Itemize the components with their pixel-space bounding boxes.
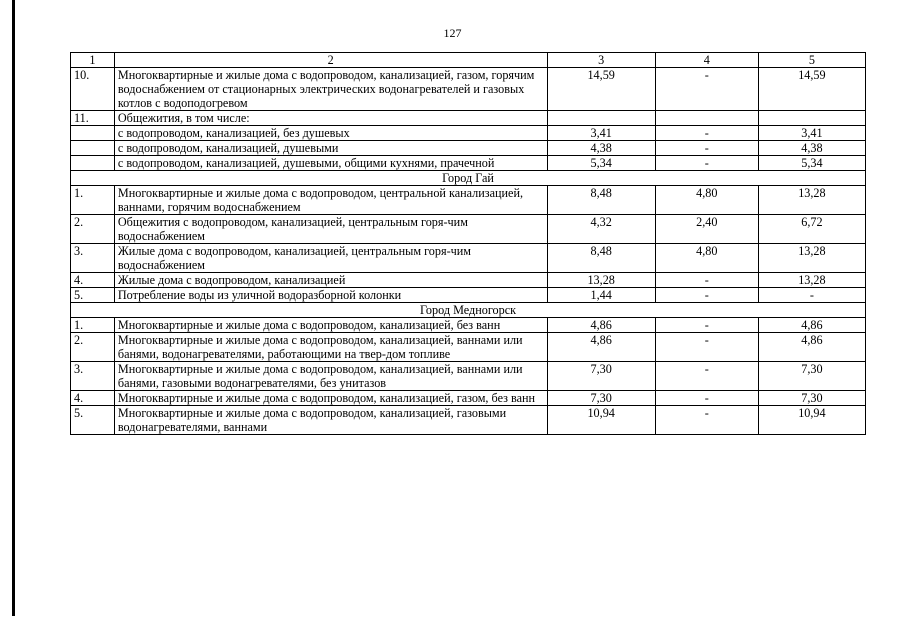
table-row bbox=[71, 333, 866, 362]
value-col5-cell: 4,38 bbox=[758, 141, 865, 156]
value-col3-cell: 3,41 bbox=[547, 126, 655, 141]
water-norms-table bbox=[70, 52, 866, 435]
description-cell: с водопроводом, канализацией, душевыми, общими кухнями, прачечной bbox=[114, 156, 547, 171]
description-cell: Многоквартирные и жилые дома с водопроводом, канализацией, без ванн bbox=[114, 318, 547, 333]
row-number-cell: 1. bbox=[71, 186, 115, 215]
value-col4-cell: - bbox=[655, 318, 758, 333]
description-cell: с водопроводом, канализацией, душевыми bbox=[114, 141, 547, 156]
section-header-row bbox=[71, 303, 866, 318]
value-col4-cell: - bbox=[655, 362, 758, 391]
value-col5-cell: 3,41 bbox=[758, 126, 865, 141]
value-col4-cell: - bbox=[655, 156, 758, 171]
value-col4-cell: - bbox=[655, 391, 758, 406]
value-col4-cell bbox=[655, 111, 758, 126]
section-title: Город Медногорск bbox=[71, 303, 866, 318]
value-col4-cell: 4,80 bbox=[655, 244, 758, 273]
row-number-cell: 5. bbox=[71, 288, 115, 303]
left-margin-rule bbox=[12, 0, 15, 616]
row-number-cell: 2. bbox=[71, 215, 115, 244]
table-row bbox=[71, 288, 866, 303]
value-col3-cell: 4,32 bbox=[547, 215, 655, 244]
value-col3-cell: 4,86 bbox=[547, 333, 655, 362]
row-number-cell: 3. bbox=[71, 244, 115, 273]
table-row bbox=[71, 391, 866, 406]
value-col5-cell: 5,34 bbox=[758, 156, 865, 171]
value-col5-cell: 13,28 bbox=[758, 244, 865, 273]
table-row bbox=[71, 318, 866, 333]
row-number-cell: 2. bbox=[71, 333, 115, 362]
row-number-cell: 4. bbox=[71, 273, 115, 288]
value-col3-cell: 5,34 bbox=[547, 156, 655, 171]
row-number-cell: 10. bbox=[71, 68, 115, 111]
table-row bbox=[71, 406, 866, 435]
value-col4-cell: 4,80 bbox=[655, 186, 758, 215]
value-col5-cell: 4,86 bbox=[758, 333, 865, 362]
value-col4-cell: - bbox=[655, 126, 758, 141]
description-cell: Многоквартирные и жилые дома с водопроводом, канализацией, ваннами или банями, водонагревателями, работающими на твер-дом топливе bbox=[114, 333, 547, 362]
value-col3-cell: 4,38 bbox=[547, 141, 655, 156]
value-col4-cell: 2,40 bbox=[655, 215, 758, 244]
description-cell: Многоквартирные и жилые дома с водопроводом, канализацией, газом, без ванн bbox=[114, 391, 547, 406]
description-cell: Многоквартирные и жилые дома с водопроводом, канализацией, газом, горячим водоснабжением от стационарных электрических водонагревателей и газовых котлов с водоподогревом bbox=[114, 68, 547, 111]
table-row bbox=[71, 68, 866, 111]
value-col3-cell: 8,48 bbox=[547, 244, 655, 273]
value-col4-cell: - bbox=[655, 273, 758, 288]
page-number: 127 bbox=[443, 26, 462, 40]
section-header-row bbox=[71, 171, 866, 186]
row-number-cell: 4. bbox=[71, 391, 115, 406]
row-number-cell: 5. bbox=[71, 406, 115, 435]
row-number-cell bbox=[71, 141, 115, 156]
table-row bbox=[71, 215, 866, 244]
description-cell: Общежития, в том числе: bbox=[114, 111, 547, 126]
table-row bbox=[71, 126, 866, 141]
header-cell-2: 2 bbox=[114, 53, 547, 68]
header-cell-3: 3 bbox=[547, 53, 655, 68]
value-col4-cell: - bbox=[655, 333, 758, 362]
value-col5-cell: 14,59 bbox=[758, 68, 865, 111]
value-col3-cell: 8,48 bbox=[547, 186, 655, 215]
header-cell-4: 4 bbox=[655, 53, 758, 68]
description-cell: Потребление воды из уличной водоразборной колонки bbox=[114, 288, 547, 303]
description-cell: Многоквартирные и жилые дома с водопроводом, канализацией, газовыми водонагревателями, ваннами bbox=[114, 406, 547, 435]
value-col4-cell: - bbox=[655, 406, 758, 435]
table-row bbox=[71, 362, 866, 391]
row-number-cell: 1. bbox=[71, 318, 115, 333]
value-col5-cell: 13,28 bbox=[758, 273, 865, 288]
header-cell-5: 5 bbox=[758, 53, 865, 68]
table-row bbox=[71, 156, 866, 171]
value-col5-cell: 7,30 bbox=[758, 391, 865, 406]
table-body bbox=[71, 53, 866, 435]
header-cell-1: 1 bbox=[71, 53, 115, 68]
value-col5-cell: 7,30 bbox=[758, 362, 865, 391]
value-col3-cell: 7,30 bbox=[547, 391, 655, 406]
value-col5-cell: 10,94 bbox=[758, 406, 865, 435]
value-col3-cell: 4,86 bbox=[547, 318, 655, 333]
table-header-row bbox=[71, 53, 866, 68]
section-title: Город Гай bbox=[71, 171, 866, 186]
value-col5-cell: 6,72 bbox=[758, 215, 865, 244]
row-number-cell bbox=[71, 126, 115, 141]
table-row bbox=[71, 273, 866, 288]
value-col3-cell: 1,44 bbox=[547, 288, 655, 303]
value-col4-cell: - bbox=[655, 288, 758, 303]
value-col4-cell: - bbox=[655, 68, 758, 111]
value-col3-cell: 13,28 bbox=[547, 273, 655, 288]
value-col3-cell bbox=[547, 111, 655, 126]
value-col3-cell: 7,30 bbox=[547, 362, 655, 391]
description-cell: Общежития с водопроводом, канализацией, центральным горя-чим водоснабжением bbox=[114, 215, 547, 244]
description-cell: Жилые дома с водопроводом, канализацией, центральным горя-чим водоснабжением bbox=[114, 244, 547, 273]
value-col5-cell bbox=[758, 111, 865, 126]
table-row bbox=[71, 186, 866, 215]
description-cell: Многоквартирные и жилые дома с водопроводом, центральной канализацией, ваннами, горячим водоснабжением bbox=[114, 186, 547, 215]
description-cell: Многоквартирные и жилые дома с водопроводом, канализацией, ваннами или банями, газовыми водонагревателями, без унитазов bbox=[114, 362, 547, 391]
value-col3-cell: 10,94 bbox=[547, 406, 655, 435]
value-col5-cell: 4,86 bbox=[758, 318, 865, 333]
table-row bbox=[71, 244, 866, 273]
table-row bbox=[71, 141, 866, 156]
value-col4-cell: - bbox=[655, 141, 758, 156]
description-cell: Жилые дома с водопроводом, канализацией bbox=[114, 273, 547, 288]
row-number-cell: 3. bbox=[71, 362, 115, 391]
value-col3-cell: 14,59 bbox=[547, 68, 655, 111]
description-cell: с водопроводом, канализацией, без душевых bbox=[114, 126, 547, 141]
row-number-cell bbox=[71, 156, 115, 171]
table-row bbox=[71, 111, 866, 126]
value-col5-cell: 13,28 bbox=[758, 186, 865, 215]
value-col5-cell: - bbox=[758, 288, 865, 303]
row-number-cell: 11. bbox=[71, 111, 115, 126]
